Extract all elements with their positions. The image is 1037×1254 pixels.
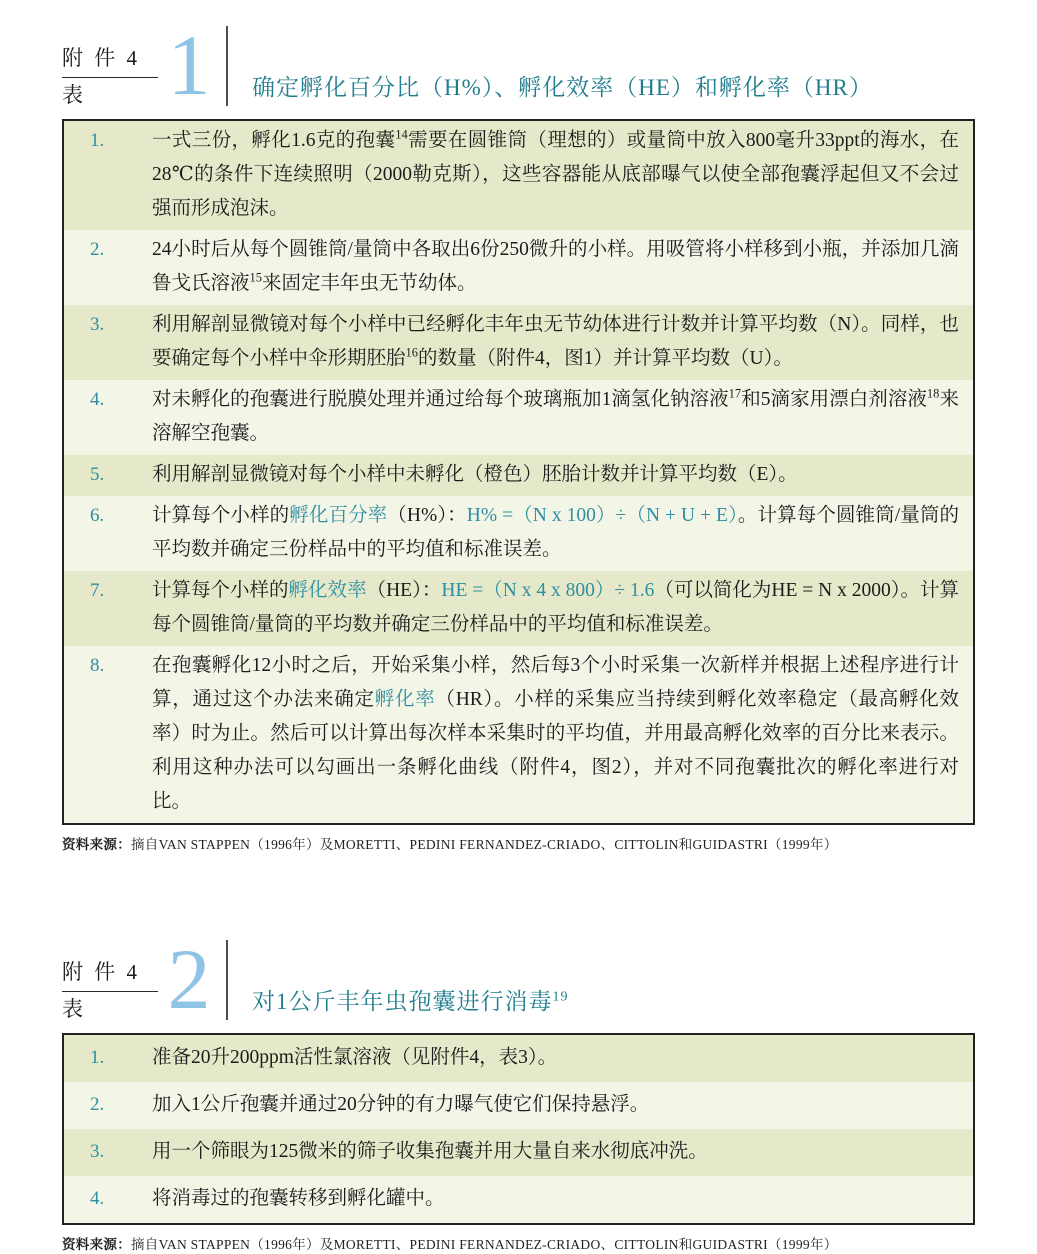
table-row — [64, 121, 973, 230]
step-text: 利用解剖显微镜对每个小样中未孵化（橙色）胚胎计数并计算平均数（E）。 — [152, 464, 798, 485]
table-title: 对1公斤丰年虫孢囊进行消毒$^{19}$ — [252, 989, 569, 1014]
step-number: 4. — [90, 389, 105, 410]
table-2-header — [62, 931, 975, 1027]
steps-table-2 — [62, 1033, 975, 1225]
table-number: 1 — [167, 17, 211, 113]
annex-table-1-section — [62, 17, 975, 854]
table-row — [64, 455, 973, 496]
annex-title: 附 件 4 — [62, 960, 158, 992]
step-text: 计算每个小样的孵化效率（HE）：HE =（N x 4 x 800）÷ 1.6（可以简化为HE = N x 2000）。计算每个圆锥筒/量筒的平均数并确定三份样品中的平均值和标准误差。 — [152, 580, 959, 635]
step-number: 8. — [90, 655, 105, 676]
step-text: 将消毒过的孢囊转移到孵化罐中。 — [152, 1188, 445, 1209]
step-text: 24小时后从每个圆锥筒/量筒中各取出6份250微升的小样。用吸管将小样移到小瓶，并添加几滴鲁戈氏溶液$^{15}$来固定丰年虫无节幼体。 — [152, 239, 959, 294]
step-text: 计算每个小样的孵化百分率（H%）：H% =（N x 100）÷（N + U + E）。计算每个圆锥筒/量筒的平均数并确定三份样品中的平均值和标准误差。 — [152, 505, 959, 560]
table-row — [64, 305, 973, 380]
annex-sub-label: 表 — [62, 996, 83, 1021]
table-row — [64, 230, 973, 305]
steps-table-1 — [62, 119, 975, 825]
header-divider — [226, 940, 228, 1020]
annex-label — [62, 960, 158, 1024]
step-number: 3. — [90, 1141, 105, 1162]
annex-sub-label: 表 — [62, 82, 83, 107]
header-divider — [226, 26, 228, 106]
step-text: 用一个筛眼为125微米的筛子收集孢囊并用大量自来水彻底冲洗。 — [152, 1141, 708, 1162]
table-number: 2 — [167, 931, 211, 1027]
step-text: 准备20升200ppm活性氯溶液（见附件4，表3）。 — [152, 1047, 558, 1068]
table-1-header — [62, 17, 975, 113]
table-row — [64, 496, 973, 571]
table-row — [64, 1035, 973, 1082]
step-number: 5. — [90, 464, 105, 485]
step-number: 7. — [90, 580, 105, 601]
step-number: 2. — [90, 239, 105, 260]
table-row — [64, 1082, 973, 1129]
step-number: 1. — [90, 130, 105, 151]
step-number: 2. — [90, 1094, 105, 1115]
annex-table-2-section — [62, 931, 975, 1254]
table-row — [64, 571, 973, 646]
step-text: 加入1公斤孢囊并通过20分钟的有力曝气使它们保持悬浮。 — [152, 1094, 650, 1115]
table-title: 确定孵化百分比（H%）、孵化效率（HE）和孵化率（HR） — [252, 75, 873, 100]
step-number: 4. — [90, 1188, 105, 1209]
step-text: 对未孵化的孢囊进行脱膜处理并通过给每个玻璃瓶加1滴氢化钠溶液$^{17}$和5滴家用漂白剂溶液$^{18}$来溶解空孢囊。 — [152, 386, 959, 444]
step-number: 3. — [90, 314, 105, 335]
step-text: 利用解剖显微镜对每个小样中已经孵化丰年虫无节幼体进行计数并计算平均数（N）。同样，也要确定每个小样中伞形期胚胎$^{16}$的数量（附件4，图1）并计算平均数（U）。 — [152, 314, 959, 369]
annex-title: 附 件 4 — [62, 46, 158, 78]
step-number: 1. — [90, 1047, 105, 1068]
step-number: 6. — [90, 505, 105, 526]
table-row — [64, 646, 973, 823]
step-text: 一式三份，孵化1.6克的孢囊$^{14}$需要在圆锥筒（理想的）或量筒中放入800毫升33ppt的海水，在28℃的条件下连续照明（2000勒克斯），这些容器能从底部曝气以使全部孢囊浮起但又不会过强而形成泡沫。 — [152, 127, 959, 219]
step-text: 在孢囊孵化12小时之后，开始采集小样，然后每3个小时采集一次新样并根据上述程序进行计算，通过这个办法来确定孵化率（HR）。小样的采集应当持续到孵化效率稳定（最高孵化效率）时为止。然后可以计算出每次样本采集时的平均值，并用最高孵化效率的百分比来表示。利用这种办法可以勾画出一条孵化曲线（附件4，图2），并对不同孢囊批次的孵化率进行对比。 — [152, 655, 959, 812]
annex-label — [62, 46, 158, 110]
table-row — [64, 1129, 973, 1176]
source-note: 资料来源：摘自VAN STAPPEN（1996年）及MORETTI、PEDINI FERNANDEZ-CRIADO、CITTOLIN和GUIDASTRI（1999年） — [62, 837, 838, 852]
source-note: 资料来源：摘自VAN STAPPEN（1996年）及MORETTI、PEDINI FERNANDEZ-CRIADO、CITTOLIN和GUIDASTRI（1999年） — [62, 1237, 838, 1252]
table-row — [64, 380, 973, 455]
table-row — [64, 1176, 973, 1223]
